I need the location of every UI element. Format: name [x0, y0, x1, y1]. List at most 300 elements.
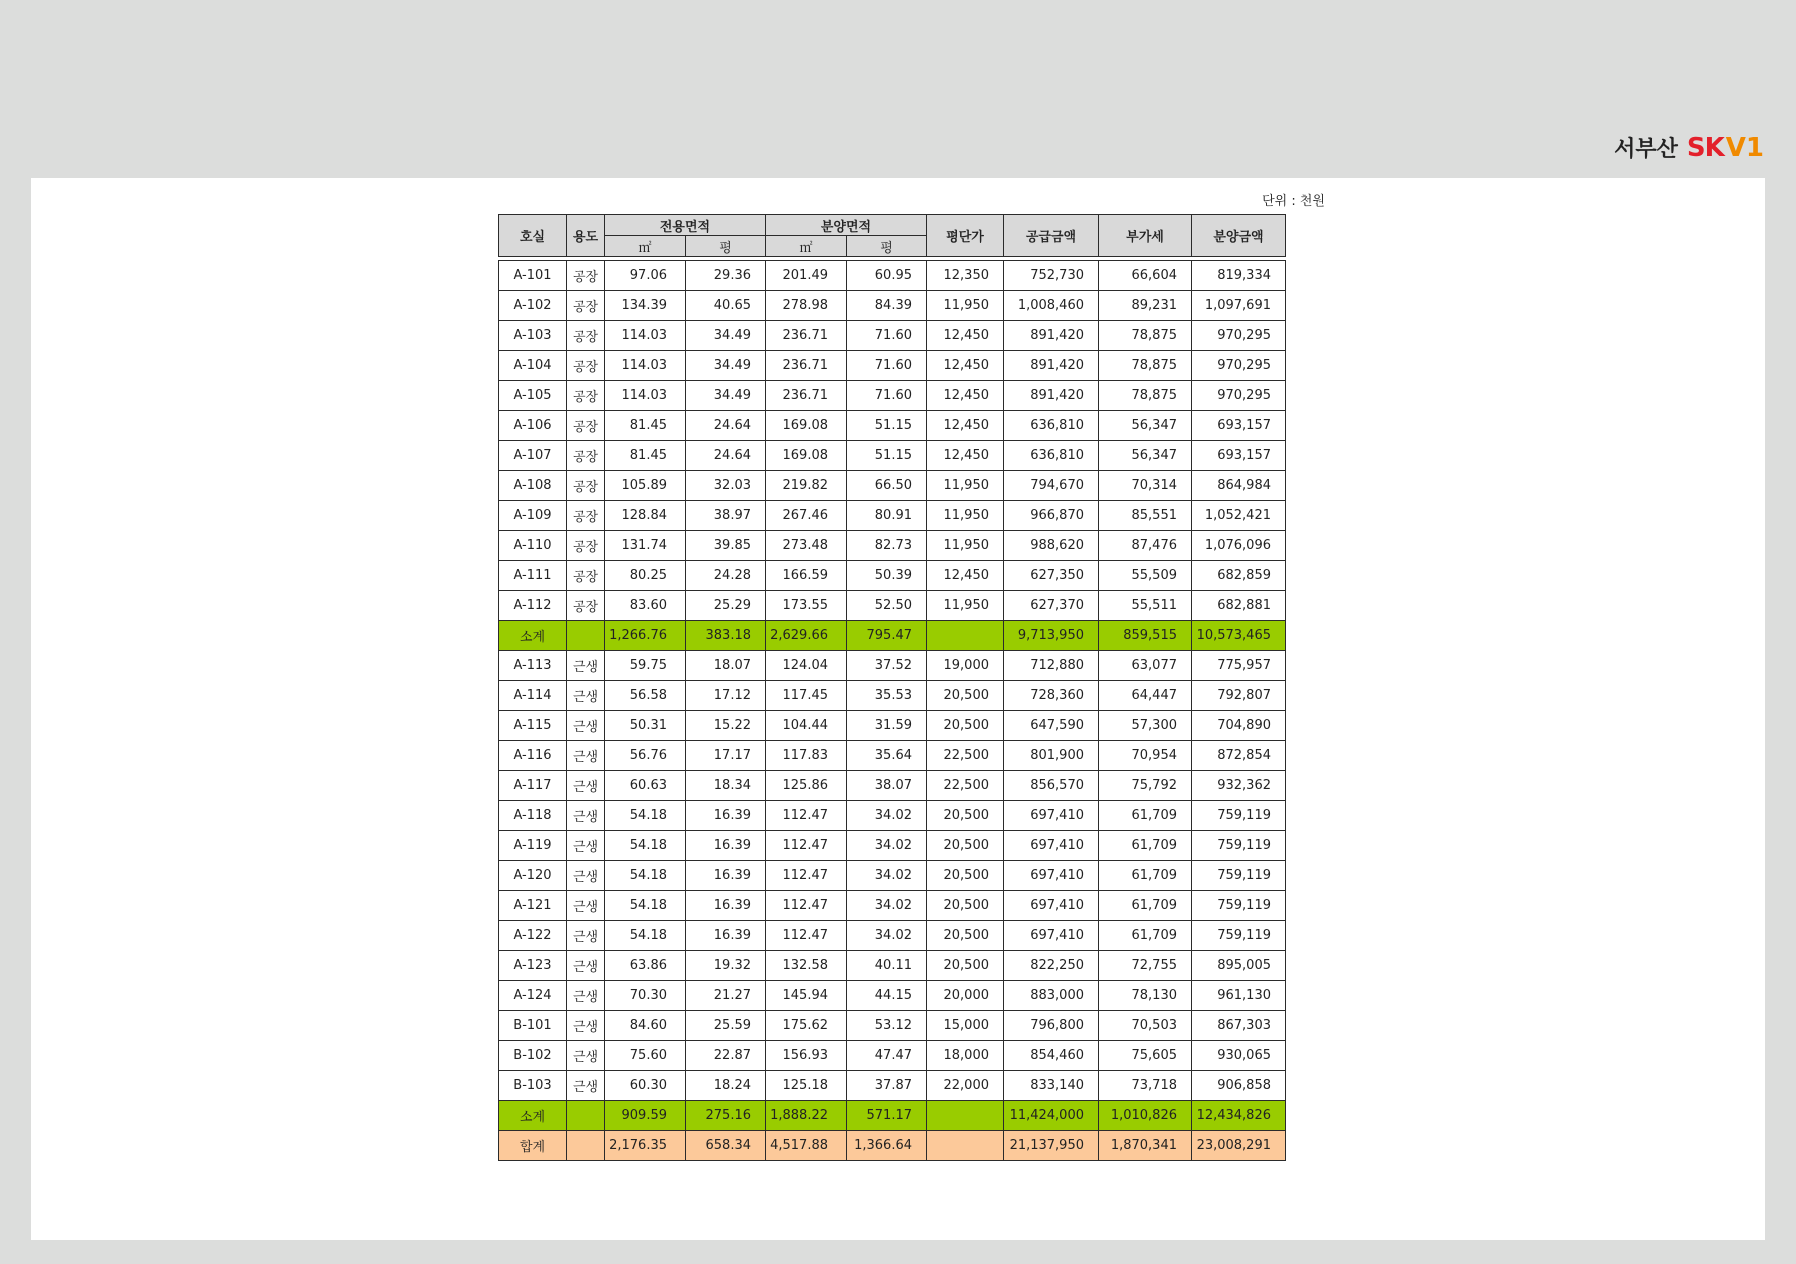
- cell-exclusive-sqm: 54.18: [605, 801, 686, 831]
- cell-price-per-pyeong: 22,000: [927, 1071, 1004, 1101]
- grand-total-row: [499, 1131, 1286, 1161]
- cell-sale-sqm: 104.44: [766, 711, 847, 741]
- cell-sale-sqm: 1,888.22: [766, 1101, 847, 1131]
- cell-price-per-pyeong: 11,950: [927, 291, 1004, 321]
- cell-vat: 56,347: [1099, 441, 1192, 471]
- cell-use: 공장: [567, 411, 605, 441]
- cell-sale-amount: 759,119: [1192, 831, 1286, 861]
- cell-price-per-pyeong: 11,950: [927, 531, 1004, 561]
- cell-sale-pyeong: 51.15: [847, 441, 927, 471]
- cell-use: 공장: [567, 381, 605, 411]
- cell-exclusive-pyeong: 17.17: [686, 741, 766, 771]
- cell-price-per-pyeong: 22,500: [927, 741, 1004, 771]
- cell-sale-amount: 759,119: [1192, 891, 1286, 921]
- table-row: [499, 411, 1286, 441]
- cell-sale-amount: 930,065: [1192, 1041, 1286, 1071]
- cell-use: 근생: [567, 1071, 605, 1101]
- cell-vat: 1,010,826: [1099, 1101, 1192, 1131]
- cell-vat: 70,503: [1099, 1011, 1192, 1041]
- cell-price-per-pyeong: 12,450: [927, 411, 1004, 441]
- cell-sale-sqm: 267.46: [766, 501, 847, 531]
- cell-use: 근생: [567, 831, 605, 861]
- cell-sale-sqm: 169.08: [766, 411, 847, 441]
- cell-room: B-103: [499, 1071, 567, 1101]
- header-sale-pyeong: 평: [847, 236, 927, 257]
- cell-room: A-104: [499, 351, 567, 381]
- cell-supply-amount: 891,420: [1004, 351, 1099, 381]
- cell-exclusive-pyeong: 25.59: [686, 1011, 766, 1041]
- cell-sale-sqm: 219.82: [766, 471, 847, 501]
- table-row: [499, 591, 1286, 621]
- cell-exclusive-pyeong: 18.24: [686, 1071, 766, 1101]
- cell-sale-amount: 819,334: [1192, 261, 1286, 291]
- cell-price-per-pyeong: 12,450: [927, 351, 1004, 381]
- cell-room: A-109: [499, 501, 567, 531]
- cell-vat: 55,509: [1099, 561, 1192, 591]
- header-room: 호실: [499, 215, 567, 257]
- cell-sale-sqm: 112.47: [766, 921, 847, 951]
- cell-room: 소계: [499, 1101, 567, 1131]
- cell-use: 근생: [567, 651, 605, 681]
- cell-vat: 85,551: [1099, 501, 1192, 531]
- cell-exclusive-pyeong: 29.36: [686, 261, 766, 291]
- cell-price-per-pyeong: 20,500: [927, 921, 1004, 951]
- cell-supply-amount: 796,800: [1004, 1011, 1099, 1041]
- cell-price-per-pyeong: 20,500: [927, 681, 1004, 711]
- cell-use: 근생: [567, 921, 605, 951]
- cell-exclusive-sqm: 128.84: [605, 501, 686, 531]
- cell-sale-sqm: 112.47: [766, 891, 847, 921]
- cell-sale-pyeong: 71.60: [847, 381, 927, 411]
- cell-use: 공장: [567, 351, 605, 381]
- cell-price-per-pyeong: 12,450: [927, 441, 1004, 471]
- cell-vat: 66,604: [1099, 261, 1192, 291]
- cell-exclusive-pyeong: 34.49: [686, 351, 766, 381]
- cell-use: 근생: [567, 801, 605, 831]
- cell-price-per-pyeong: 22,500: [927, 771, 1004, 801]
- cell-exclusive-pyeong: 34.49: [686, 321, 766, 351]
- price-table: [498, 214, 1286, 1161]
- cell-exclusive-sqm: 909.59: [605, 1101, 686, 1131]
- brand-name-korean: 서부산: [1614, 137, 1678, 162]
- cell-exclusive-sqm: 60.63: [605, 771, 686, 801]
- cell-sale-amount: 1,052,421: [1192, 501, 1286, 531]
- cell-sale-pyeong: 80.91: [847, 501, 927, 531]
- cell-supply-amount: 891,420: [1004, 381, 1099, 411]
- header-exclusive-pyeong: 평: [686, 236, 766, 257]
- cell-exclusive-pyeong: 16.39: [686, 831, 766, 861]
- cell-supply-amount: 728,360: [1004, 681, 1099, 711]
- cell-supply-amount: 11,424,000: [1004, 1101, 1099, 1131]
- cell-use: [567, 621, 605, 651]
- cell-exclusive-sqm: 2,176.35: [605, 1131, 686, 1161]
- table-body: [499, 261, 1286, 1161]
- cell-supply-amount: 697,410: [1004, 921, 1099, 951]
- cell-use: 공장: [567, 531, 605, 561]
- cell-exclusive-sqm: 81.45: [605, 441, 686, 471]
- cell-sale-pyeong: 44.15: [847, 981, 927, 1011]
- cell-room: A-116: [499, 741, 567, 771]
- cell-vat: 78,875: [1099, 351, 1192, 381]
- table-row: [499, 711, 1286, 741]
- cell-sale-pyeong: 31.59: [847, 711, 927, 741]
- cell-supply-amount: 833,140: [1004, 1071, 1099, 1101]
- cell-supply-amount: 697,410: [1004, 831, 1099, 861]
- cell-vat: 72,755: [1099, 951, 1192, 981]
- cell-exclusive-pyeong: 658.34: [686, 1131, 766, 1161]
- cell-exclusive-pyeong: 16.39: [686, 861, 766, 891]
- table-row: [499, 291, 1286, 321]
- cell-sale-pyeong: 71.60: [847, 351, 927, 381]
- cell-exclusive-sqm: 97.06: [605, 261, 686, 291]
- cell-sale-sqm: 2,629.66: [766, 621, 847, 651]
- header-exclusive-sqm: ㎡: [605, 236, 686, 257]
- table-row: [499, 471, 1286, 501]
- cell-sale-pyeong: 571.17: [847, 1101, 927, 1131]
- cell-sale-amount: 759,119: [1192, 861, 1286, 891]
- cell-room: A-113: [499, 651, 567, 681]
- cell-sale-amount: 864,984: [1192, 471, 1286, 501]
- cell-supply-amount: 891,420: [1004, 321, 1099, 351]
- cell-price-per-pyeong: 18,000: [927, 1041, 1004, 1071]
- cell-exclusive-pyeong: 17.12: [686, 681, 766, 711]
- cell-exclusive-pyeong: 15.22: [686, 711, 766, 741]
- cell-room: A-120: [499, 861, 567, 891]
- cell-sale-pyeong: 52.50: [847, 591, 927, 621]
- cell-price-per-pyeong: 12,350: [927, 261, 1004, 291]
- cell-vat: 78,875: [1099, 321, 1192, 351]
- cell-exclusive-sqm: 54.18: [605, 921, 686, 951]
- table-row: [499, 891, 1286, 921]
- cell-vat: 57,300: [1099, 711, 1192, 741]
- cell-vat: 87,476: [1099, 531, 1192, 561]
- cell-room: A-110: [499, 531, 567, 561]
- cell-sale-pyeong: 50.39: [847, 561, 927, 591]
- table-row: [499, 381, 1286, 411]
- cell-price-per-pyeong: 20,500: [927, 951, 1004, 981]
- table-row: [499, 1011, 1286, 1041]
- cell-supply-amount: 636,810: [1004, 441, 1099, 471]
- cell-room: A-119: [499, 831, 567, 861]
- cell-exclusive-sqm: 105.89: [605, 471, 686, 501]
- cell-price-per-pyeong: 11,950: [927, 471, 1004, 501]
- cell-price-per-pyeong: 12,450: [927, 381, 1004, 411]
- cell-price-per-pyeong: 15,000: [927, 1011, 1004, 1041]
- cell-sale-amount: 906,858: [1192, 1071, 1286, 1101]
- cell-sale-pyeong: 34.02: [847, 921, 927, 951]
- cell-room: A-106: [499, 411, 567, 441]
- cell-use: 근생: [567, 681, 605, 711]
- cell-supply-amount: 966,870: [1004, 501, 1099, 531]
- cell-exclusive-pyeong: 24.64: [686, 441, 766, 471]
- cell-vat: 78,875: [1099, 381, 1192, 411]
- cell-room: B-102: [499, 1041, 567, 1071]
- cell-exclusive-pyeong: 16.39: [686, 801, 766, 831]
- cell-exclusive-pyeong: 25.29: [686, 591, 766, 621]
- cell-sale-pyeong: 35.53: [847, 681, 927, 711]
- cell-supply-amount: 794,670: [1004, 471, 1099, 501]
- cell-exclusive-sqm: 114.03: [605, 351, 686, 381]
- cell-supply-amount: 697,410: [1004, 801, 1099, 831]
- cell-supply-amount: 854,460: [1004, 1041, 1099, 1071]
- cell-supply-amount: 636,810: [1004, 411, 1099, 441]
- cell-room: A-118: [499, 801, 567, 831]
- cell-sale-sqm: 173.55: [766, 591, 847, 621]
- cell-price-per-pyeong: 20,500: [927, 801, 1004, 831]
- cell-exclusive-sqm: 54.18: [605, 891, 686, 921]
- cell-vat: 70,314: [1099, 471, 1192, 501]
- cell-supply-amount: 883,000: [1004, 981, 1099, 1011]
- cell-exclusive-sqm: 114.03: [605, 381, 686, 411]
- cell-sale-amount: 23,008,291: [1192, 1131, 1286, 1161]
- cell-exclusive-pyeong: 383.18: [686, 621, 766, 651]
- cell-exclusive-pyeong: 34.49: [686, 381, 766, 411]
- price-table-container: [498, 214, 1286, 1161]
- cell-price-per-pyeong: 11,950: [927, 501, 1004, 531]
- cell-sale-pyeong: 38.07: [847, 771, 927, 801]
- table-row: [499, 651, 1286, 681]
- cell-sale-sqm: 201.49: [766, 261, 847, 291]
- cell-room: 소계: [499, 621, 567, 651]
- table-row: [499, 981, 1286, 1011]
- cell-price-per-pyeong: [927, 1131, 1004, 1161]
- cell-room: A-124: [499, 981, 567, 1011]
- cell-exclusive-sqm: 50.31: [605, 711, 686, 741]
- cell-use: 공장: [567, 591, 605, 621]
- table-row: [499, 441, 1286, 471]
- cell-sale-pyeong: 37.87: [847, 1071, 927, 1101]
- cell-sale-sqm: 156.93: [766, 1041, 847, 1071]
- table-row: [499, 951, 1286, 981]
- cell-sale-amount: 970,295: [1192, 381, 1286, 411]
- table-row: [499, 501, 1286, 531]
- cell-sale-amount: 682,881: [1192, 591, 1286, 621]
- table-row: [499, 801, 1286, 831]
- cell-use: 근생: [567, 711, 605, 741]
- cell-exclusive-pyeong: 22.87: [686, 1041, 766, 1071]
- cell-sale-amount: 759,119: [1192, 801, 1286, 831]
- cell-sale-sqm: 117.45: [766, 681, 847, 711]
- cell-room: A-108: [499, 471, 567, 501]
- cell-supply-amount: 21,137,950: [1004, 1131, 1099, 1161]
- cell-supply-amount: 647,590: [1004, 711, 1099, 741]
- cell-price-per-pyeong: 11,950: [927, 591, 1004, 621]
- table-row: [499, 531, 1286, 561]
- cell-room: B-101: [499, 1011, 567, 1041]
- document-panel: [31, 178, 1765, 1240]
- cell-supply-amount: 822,250: [1004, 951, 1099, 981]
- cell-sale-sqm: 125.86: [766, 771, 847, 801]
- cell-sale-amount: 872,854: [1192, 741, 1286, 771]
- table-row: [499, 741, 1286, 771]
- cell-vat: 61,709: [1099, 801, 1192, 831]
- cell-room: A-114: [499, 681, 567, 711]
- cell-use: 공장: [567, 441, 605, 471]
- cell-use: [567, 1101, 605, 1131]
- cell-room: A-117: [499, 771, 567, 801]
- cell-sale-sqm: 4,517.88: [766, 1131, 847, 1161]
- cell-exclusive-sqm: 1,266.76: [605, 621, 686, 651]
- cell-sale-pyeong: 51.15: [847, 411, 927, 441]
- cell-price-per-pyeong: 20,000: [927, 981, 1004, 1011]
- subtotal-row: [499, 621, 1286, 651]
- cell-vat: 1,870,341: [1099, 1131, 1192, 1161]
- cell-room: A-105: [499, 381, 567, 411]
- cell-exclusive-pyeong: 21.27: [686, 981, 766, 1011]
- cell-room: A-121: [499, 891, 567, 921]
- cell-room: A-115: [499, 711, 567, 741]
- table-row: [499, 1071, 1286, 1101]
- cell-sale-sqm: 125.18: [766, 1071, 847, 1101]
- cell-room: A-102: [499, 291, 567, 321]
- cell-use: 공장: [567, 471, 605, 501]
- cell-sale-amount: 10,573,465: [1192, 621, 1286, 651]
- header-supply-amount: 공급금액: [1004, 215, 1099, 257]
- cell-sale-sqm: 112.47: [766, 801, 847, 831]
- header-sale-amount: 분양금액: [1192, 215, 1286, 257]
- header-use: 용도: [567, 215, 605, 257]
- table-row: [499, 561, 1286, 591]
- brand-sk: SK: [1686, 133, 1724, 163]
- cell-sale-sqm: 278.98: [766, 291, 847, 321]
- cell-vat: 61,709: [1099, 921, 1192, 951]
- table-row: [499, 321, 1286, 351]
- cell-exclusive-sqm: 84.60: [605, 1011, 686, 1041]
- cell-use: 근생: [567, 1041, 605, 1071]
- cell-price-per-pyeong: 20,500: [927, 711, 1004, 741]
- cell-room: A-111: [499, 561, 567, 591]
- cell-exclusive-pyeong: 38.97: [686, 501, 766, 531]
- cell-room: A-112: [499, 591, 567, 621]
- cell-exclusive-pyeong: 16.39: [686, 921, 766, 951]
- table-row: [499, 921, 1286, 951]
- cell-price-per-pyeong: 20,500: [927, 831, 1004, 861]
- cell-supply-amount: 712,880: [1004, 651, 1099, 681]
- cell-exclusive-sqm: 54.18: [605, 831, 686, 861]
- header-exclusive-area: 전용면적: [605, 215, 766, 236]
- cell-sale-amount: 867,303: [1192, 1011, 1286, 1041]
- cell-exclusive-pyeong: 16.39: [686, 891, 766, 921]
- cell-vat: 89,231: [1099, 291, 1192, 321]
- cell-sale-sqm: 145.94: [766, 981, 847, 1011]
- brand-mark: [1687, 133, 1764, 163]
- cell-use: 공장: [567, 291, 605, 321]
- cell-vat: 859,515: [1099, 621, 1192, 651]
- cell-exclusive-sqm: 59.75: [605, 651, 686, 681]
- cell-sale-amount: 792,807: [1192, 681, 1286, 711]
- cell-supply-amount: 752,730: [1004, 261, 1099, 291]
- table-row: [499, 351, 1286, 381]
- cell-sale-pyeong: 84.39: [847, 291, 927, 321]
- cell-price-per-pyeong: 12,450: [927, 561, 1004, 591]
- cell-sale-pyeong: 66.50: [847, 471, 927, 501]
- cell-vat: 61,709: [1099, 831, 1192, 861]
- cell-sale-pyeong: 34.02: [847, 891, 927, 921]
- cell-exclusive-sqm: 134.39: [605, 291, 686, 321]
- cell-use: 근생: [567, 981, 605, 1011]
- cell-sale-sqm: 166.59: [766, 561, 847, 591]
- cell-room: A-101: [499, 261, 567, 291]
- cell-exclusive-sqm: 60.30: [605, 1071, 686, 1101]
- cell-use: 근생: [567, 861, 605, 891]
- cell-exclusive-pyeong: 32.03: [686, 471, 766, 501]
- cell-vat: 55,511: [1099, 591, 1192, 621]
- header-vat: 부가세: [1099, 215, 1192, 257]
- cell-exclusive-sqm: 83.60: [605, 591, 686, 621]
- cell-sale-sqm: 236.71: [766, 321, 847, 351]
- cell-exclusive-sqm: 54.18: [605, 861, 686, 891]
- cell-exclusive-sqm: 114.03: [605, 321, 686, 351]
- cell-sale-sqm: 273.48: [766, 531, 847, 561]
- cell-sale-pyeong: 35.64: [847, 741, 927, 771]
- cell-sale-amount: 970,295: [1192, 351, 1286, 381]
- brand-logo: [1614, 132, 1764, 163]
- cell-sale-pyeong: 71.60: [847, 321, 927, 351]
- table-row: [499, 261, 1286, 291]
- cell-sale-pyeong: 53.12: [847, 1011, 927, 1041]
- cell-room: A-107: [499, 441, 567, 471]
- cell-sale-pyeong: 82.73: [847, 531, 927, 561]
- cell-exclusive-sqm: 56.58: [605, 681, 686, 711]
- cell-vat: 56,347: [1099, 411, 1192, 441]
- cell-sale-amount: 970,295: [1192, 321, 1286, 351]
- cell-exclusive-sqm: 131.74: [605, 531, 686, 561]
- header-sale-area: 분양면적: [766, 215, 927, 236]
- cell-sale-sqm: 236.71: [766, 351, 847, 381]
- cell-supply-amount: 627,350: [1004, 561, 1099, 591]
- cell-sale-sqm: 112.47: [766, 831, 847, 861]
- cell-price-per-pyeong: 12,450: [927, 321, 1004, 351]
- cell-sale-amount: 1,076,096: [1192, 531, 1286, 561]
- cell-sale-pyeong: 1,366.64: [847, 1131, 927, 1161]
- cell-supply-amount: 988,620: [1004, 531, 1099, 561]
- cell-vat: 61,709: [1099, 861, 1192, 891]
- cell-sale-sqm: 117.83: [766, 741, 847, 771]
- cell-vat: 63,077: [1099, 651, 1192, 681]
- cell-sale-amount: 775,957: [1192, 651, 1286, 681]
- cell-sale-pyeong: 34.02: [847, 831, 927, 861]
- cell-supply-amount: 697,410: [1004, 891, 1099, 921]
- cell-sale-amount: 759,119: [1192, 921, 1286, 951]
- cell-use: 공장: [567, 561, 605, 591]
- cell-supply-amount: 697,410: [1004, 861, 1099, 891]
- cell-vat: 64,447: [1099, 681, 1192, 711]
- cell-room: A-122: [499, 921, 567, 951]
- cell-vat: 73,718: [1099, 1071, 1192, 1101]
- cell-sale-pyeong: 60.95: [847, 261, 927, 291]
- cell-sale-amount: 1,097,691: [1192, 291, 1286, 321]
- cell-exclusive-sqm: 56.76: [605, 741, 686, 771]
- cell-price-per-pyeong: 20,500: [927, 861, 1004, 891]
- cell-sale-sqm: 132.58: [766, 951, 847, 981]
- cell-exclusive-pyeong: 18.34: [686, 771, 766, 801]
- cell-vat: 75,605: [1099, 1041, 1192, 1071]
- cell-sale-sqm: 236.71: [766, 381, 847, 411]
- cell-sale-amount: 932,362: [1192, 771, 1286, 801]
- cell-sale-sqm: 124.04: [766, 651, 847, 681]
- cell-sale-sqm: 175.62: [766, 1011, 847, 1041]
- cell-exclusive-pyeong: 24.28: [686, 561, 766, 591]
- cell-sale-amount: 682,859: [1192, 561, 1286, 591]
- cell-use: 근생: [567, 771, 605, 801]
- cell-exclusive-pyeong: 39.85: [686, 531, 766, 561]
- cell-sale-pyeong: 34.02: [847, 801, 927, 831]
- unit-note: 단위 : 천원: [1262, 194, 1325, 209]
- cell-room: A-123: [499, 951, 567, 981]
- cell-sale-sqm: 112.47: [766, 861, 847, 891]
- cell-exclusive-sqm: 63.86: [605, 951, 686, 981]
- cell-price-per-pyeong: 20,500: [927, 891, 1004, 921]
